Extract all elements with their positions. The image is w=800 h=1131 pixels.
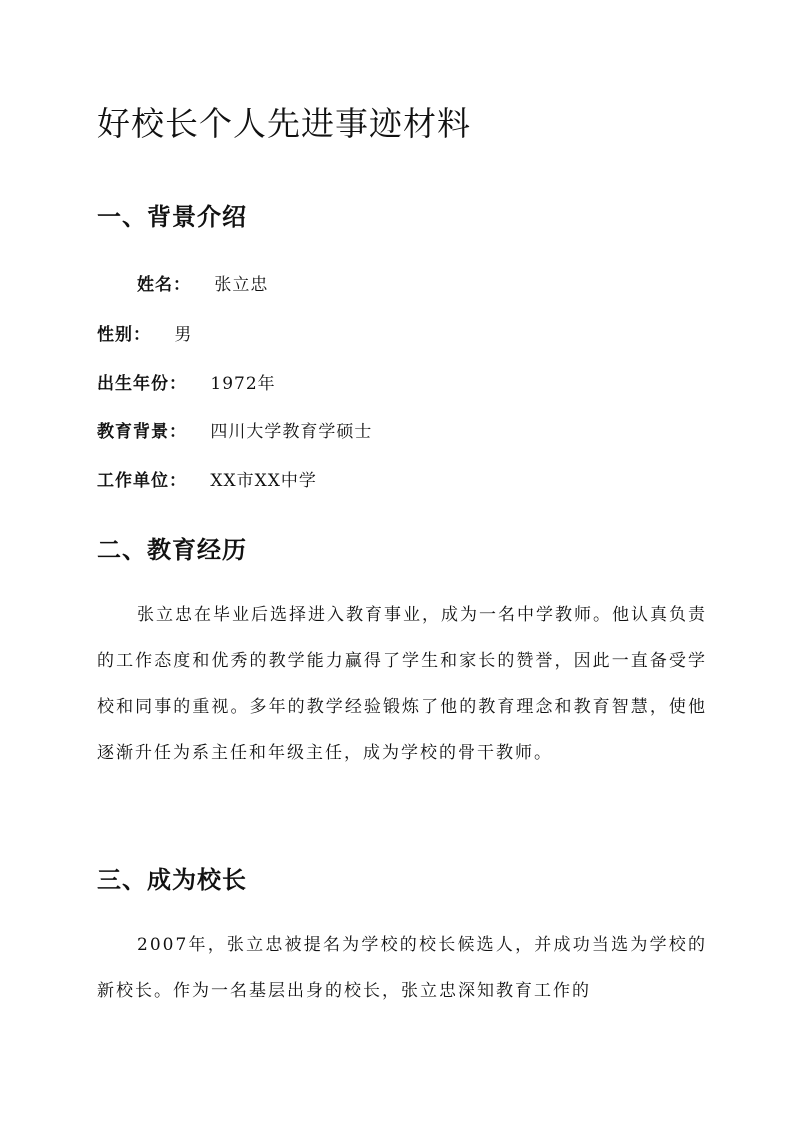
section-heading-education: 二、教育经历	[97, 535, 247, 564]
field-name-label: 姓名：	[137, 275, 191, 295]
section-heading-principal: 三、成为校长	[97, 865, 247, 894]
field-workplace-value: XX市XX中学	[210, 471, 317, 491]
field-education-value: 四川大学教育学硕士	[210, 422, 373, 442]
field-workplace	[97, 466, 317, 491]
field-birth-year-value: 1972年	[210, 374, 276, 394]
section-heading-background: 一、背景介绍	[97, 202, 247, 231]
field-birth-year	[97, 369, 276, 394]
field-gender-label: 性别：	[97, 325, 151, 345]
paragraph-principal: 2007年，张立忠被提名为学校的校长候选人，并成功当选为学校的新校长。作为一名基层出身的校长，张立忠深知教育工作的	[97, 935, 707, 1001]
field-education-label: 教育背景：	[97, 422, 187, 442]
field-workplace-label: 工作单位：	[97, 471, 187, 491]
field-name	[137, 270, 268, 295]
paragraph-education: 张立忠在毕业后选择进入教育事业，成为一名中学教师。他认真负责的工作态度和优秀的教学能力赢得了学生和家长的赞誉，因此一直备受学校和同事的重视。多年的教学经验锻炼了他的教育理念和教育智慧，使他逐渐升任为系主任和年级主任，成为学校的骨干教师。	[97, 605, 707, 763]
document-title: 好校长个人先进事迹材料	[97, 104, 471, 143]
field-birth-year-label: 出生年份：	[97, 374, 187, 394]
field-gender	[97, 320, 192, 345]
field-education	[97, 417, 372, 442]
field-gender-value: 男	[174, 325, 193, 345]
field-name-value: 张立忠	[214, 275, 269, 295]
